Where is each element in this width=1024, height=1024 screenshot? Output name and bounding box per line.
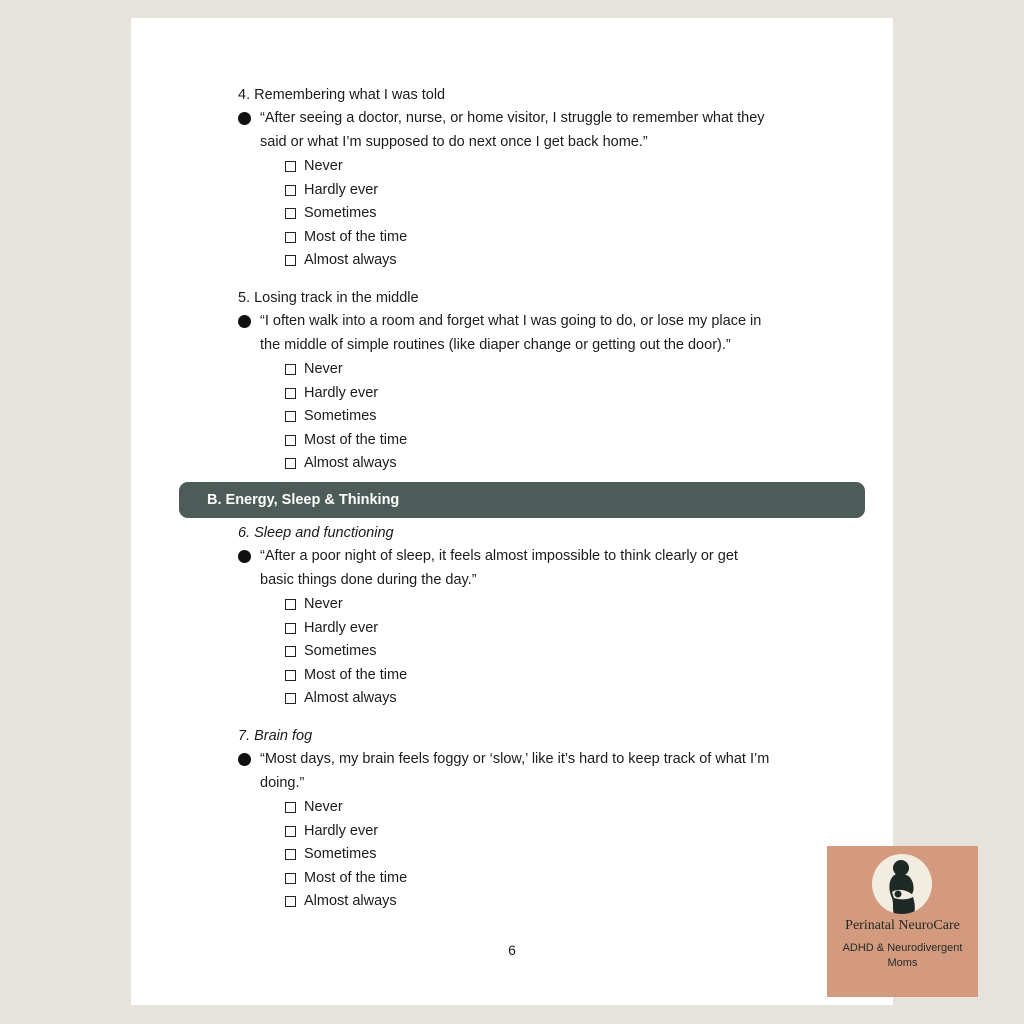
option-hardly-ever[interactable]	[285, 179, 798, 203]
option-label: Sometimes	[304, 846, 377, 862]
question-statement	[238, 107, 798, 154]
statement-line: said or what I’m supposed to do next once I get back home.”	[260, 133, 648, 150]
checkbox-icon[interactable]	[285, 623, 296, 634]
option-most-of-the-time[interactable]	[285, 664, 798, 688]
option-never[interactable]	[285, 155, 798, 179]
option-label: Most of the time	[304, 666, 408, 683]
checkbox-icon[interactable]	[285, 896, 296, 907]
option-label: Almost always	[304, 455, 397, 471]
option-hardly-ever[interactable]	[285, 382, 798, 406]
option-label: Most of the time	[304, 431, 408, 448]
page-number: 6	[508, 942, 516, 958]
checkbox-icon[interactable]	[285, 255, 296, 266]
option-never[interactable]	[285, 358, 798, 382]
question-statement	[238, 545, 798, 592]
brand-logo	[827, 846, 978, 997]
bullet-icon	[238, 112, 251, 125]
answer-options	[285, 358, 798, 476]
logo-tagline	[835, 941, 970, 971]
checkbox-icon[interactable]	[285, 873, 296, 884]
statement-line: doing.”	[260, 774, 305, 791]
option-label: Never	[304, 596, 343, 612]
answer-options	[285, 593, 798, 711]
option-label: Never	[304, 799, 343, 815]
option-sometimes[interactable]	[285, 640, 798, 664]
option-label: Sometimes	[304, 205, 377, 221]
question-7	[238, 725, 798, 914]
question-title: 7. Brain fog	[238, 728, 313, 744]
question-4	[238, 84, 798, 273]
question-statement	[238, 748, 798, 795]
option-label: Almost always	[304, 893, 397, 909]
option-most-of-the-time[interactable]	[285, 429, 798, 453]
checkbox-icon[interactable]	[285, 826, 296, 837]
option-never[interactable]	[285, 796, 798, 820]
option-label: Hardly ever	[304, 181, 379, 198]
option-label: Sometimes	[304, 408, 377, 424]
statement-line: “I often walk into a room and forget what I was going to do, or lose my place in	[260, 313, 762, 329]
checkbox-icon[interactable]	[285, 435, 296, 446]
option-sometimes[interactable]	[285, 202, 798, 226]
option-label: Never	[304, 158, 343, 174]
checkbox-icon[interactable]	[285, 646, 296, 657]
option-almost-always[interactable]	[285, 249, 798, 273]
checkbox-icon[interactable]	[285, 849, 296, 860]
bullet-icon	[238, 753, 251, 766]
answer-options	[285, 155, 798, 273]
question-statement	[238, 310, 798, 357]
checkbox-icon[interactable]	[285, 458, 296, 469]
bullet-icon	[238, 550, 251, 563]
tagline-line: Moms	[887, 957, 918, 969]
logo-brand-name: Perinatal NeuroCare	[845, 918, 960, 933]
option-label: Almost always	[304, 690, 397, 706]
checkbox-icon[interactable]	[285, 232, 296, 243]
checkbox-icon[interactable]	[285, 161, 296, 172]
statement-line: basic things done during the day.”	[260, 571, 477, 588]
option-most-of-the-time[interactable]	[285, 867, 798, 891]
option-label: Hardly ever	[304, 619, 379, 636]
section-b-header: B. Energy, Sleep & Thinking	[179, 482, 865, 518]
option-label: Sometimes	[304, 643, 377, 659]
option-label: Never	[304, 361, 343, 377]
checkbox-icon[interactable]	[285, 670, 296, 681]
tagline-line: ADHD & Neurodivergent	[842, 942, 963, 954]
answer-options	[285, 796, 798, 914]
option-almost-always[interactable]	[285, 452, 798, 476]
question-title: 6. Sleep and functioning	[238, 525, 394, 541]
option-label: Hardly ever	[304, 822, 379, 839]
question-title: 4. Remembering what I was told	[238, 87, 446, 103]
checkbox-icon[interactable]	[285, 208, 296, 219]
checkbox-icon[interactable]	[285, 364, 296, 375]
option-label: Hardly ever	[304, 384, 379, 401]
checkbox-icon[interactable]	[285, 185, 296, 196]
option-hardly-ever[interactable]	[285, 820, 798, 844]
statement-line: “Most days, my brain feels foggy or ‘slow,’ like it’s hard to keep track of what I’m	[260, 751, 770, 767]
question-title: 5. Losing track in the middle	[238, 290, 419, 306]
option-sometimes[interactable]	[285, 843, 798, 867]
statement-line: the middle of simple routines (like diaper change or getting out the door).”	[260, 336, 731, 353]
question-5	[238, 287, 798, 476]
option-label: Almost always	[304, 252, 397, 268]
checkbox-icon[interactable]	[285, 388, 296, 399]
mother-baby-icon	[872, 854, 932, 914]
option-never[interactable]	[285, 593, 798, 617]
option-label: Most of the time	[304, 228, 408, 245]
option-sometimes[interactable]	[285, 405, 798, 429]
option-almost-always[interactable]	[285, 890, 798, 914]
option-hardly-ever[interactable]	[285, 617, 798, 641]
option-almost-always[interactable]	[285, 687, 798, 711]
option-label: Most of the time	[304, 869, 408, 886]
option-most-of-the-time[interactable]	[285, 226, 798, 250]
checkbox-icon[interactable]	[285, 693, 296, 704]
question-6	[238, 522, 798, 711]
statement-line: “After seeing a doctor, nurse, or home visitor, I struggle to remember what they	[260, 110, 765, 126]
checkbox-icon[interactable]	[285, 802, 296, 813]
checkbox-icon[interactable]	[285, 599, 296, 610]
statement-line: “After a poor night of sleep, it feels almost impossible to think clearly or get	[260, 548, 738, 564]
checkbox-icon[interactable]	[285, 411, 296, 422]
bullet-icon	[238, 315, 251, 328]
